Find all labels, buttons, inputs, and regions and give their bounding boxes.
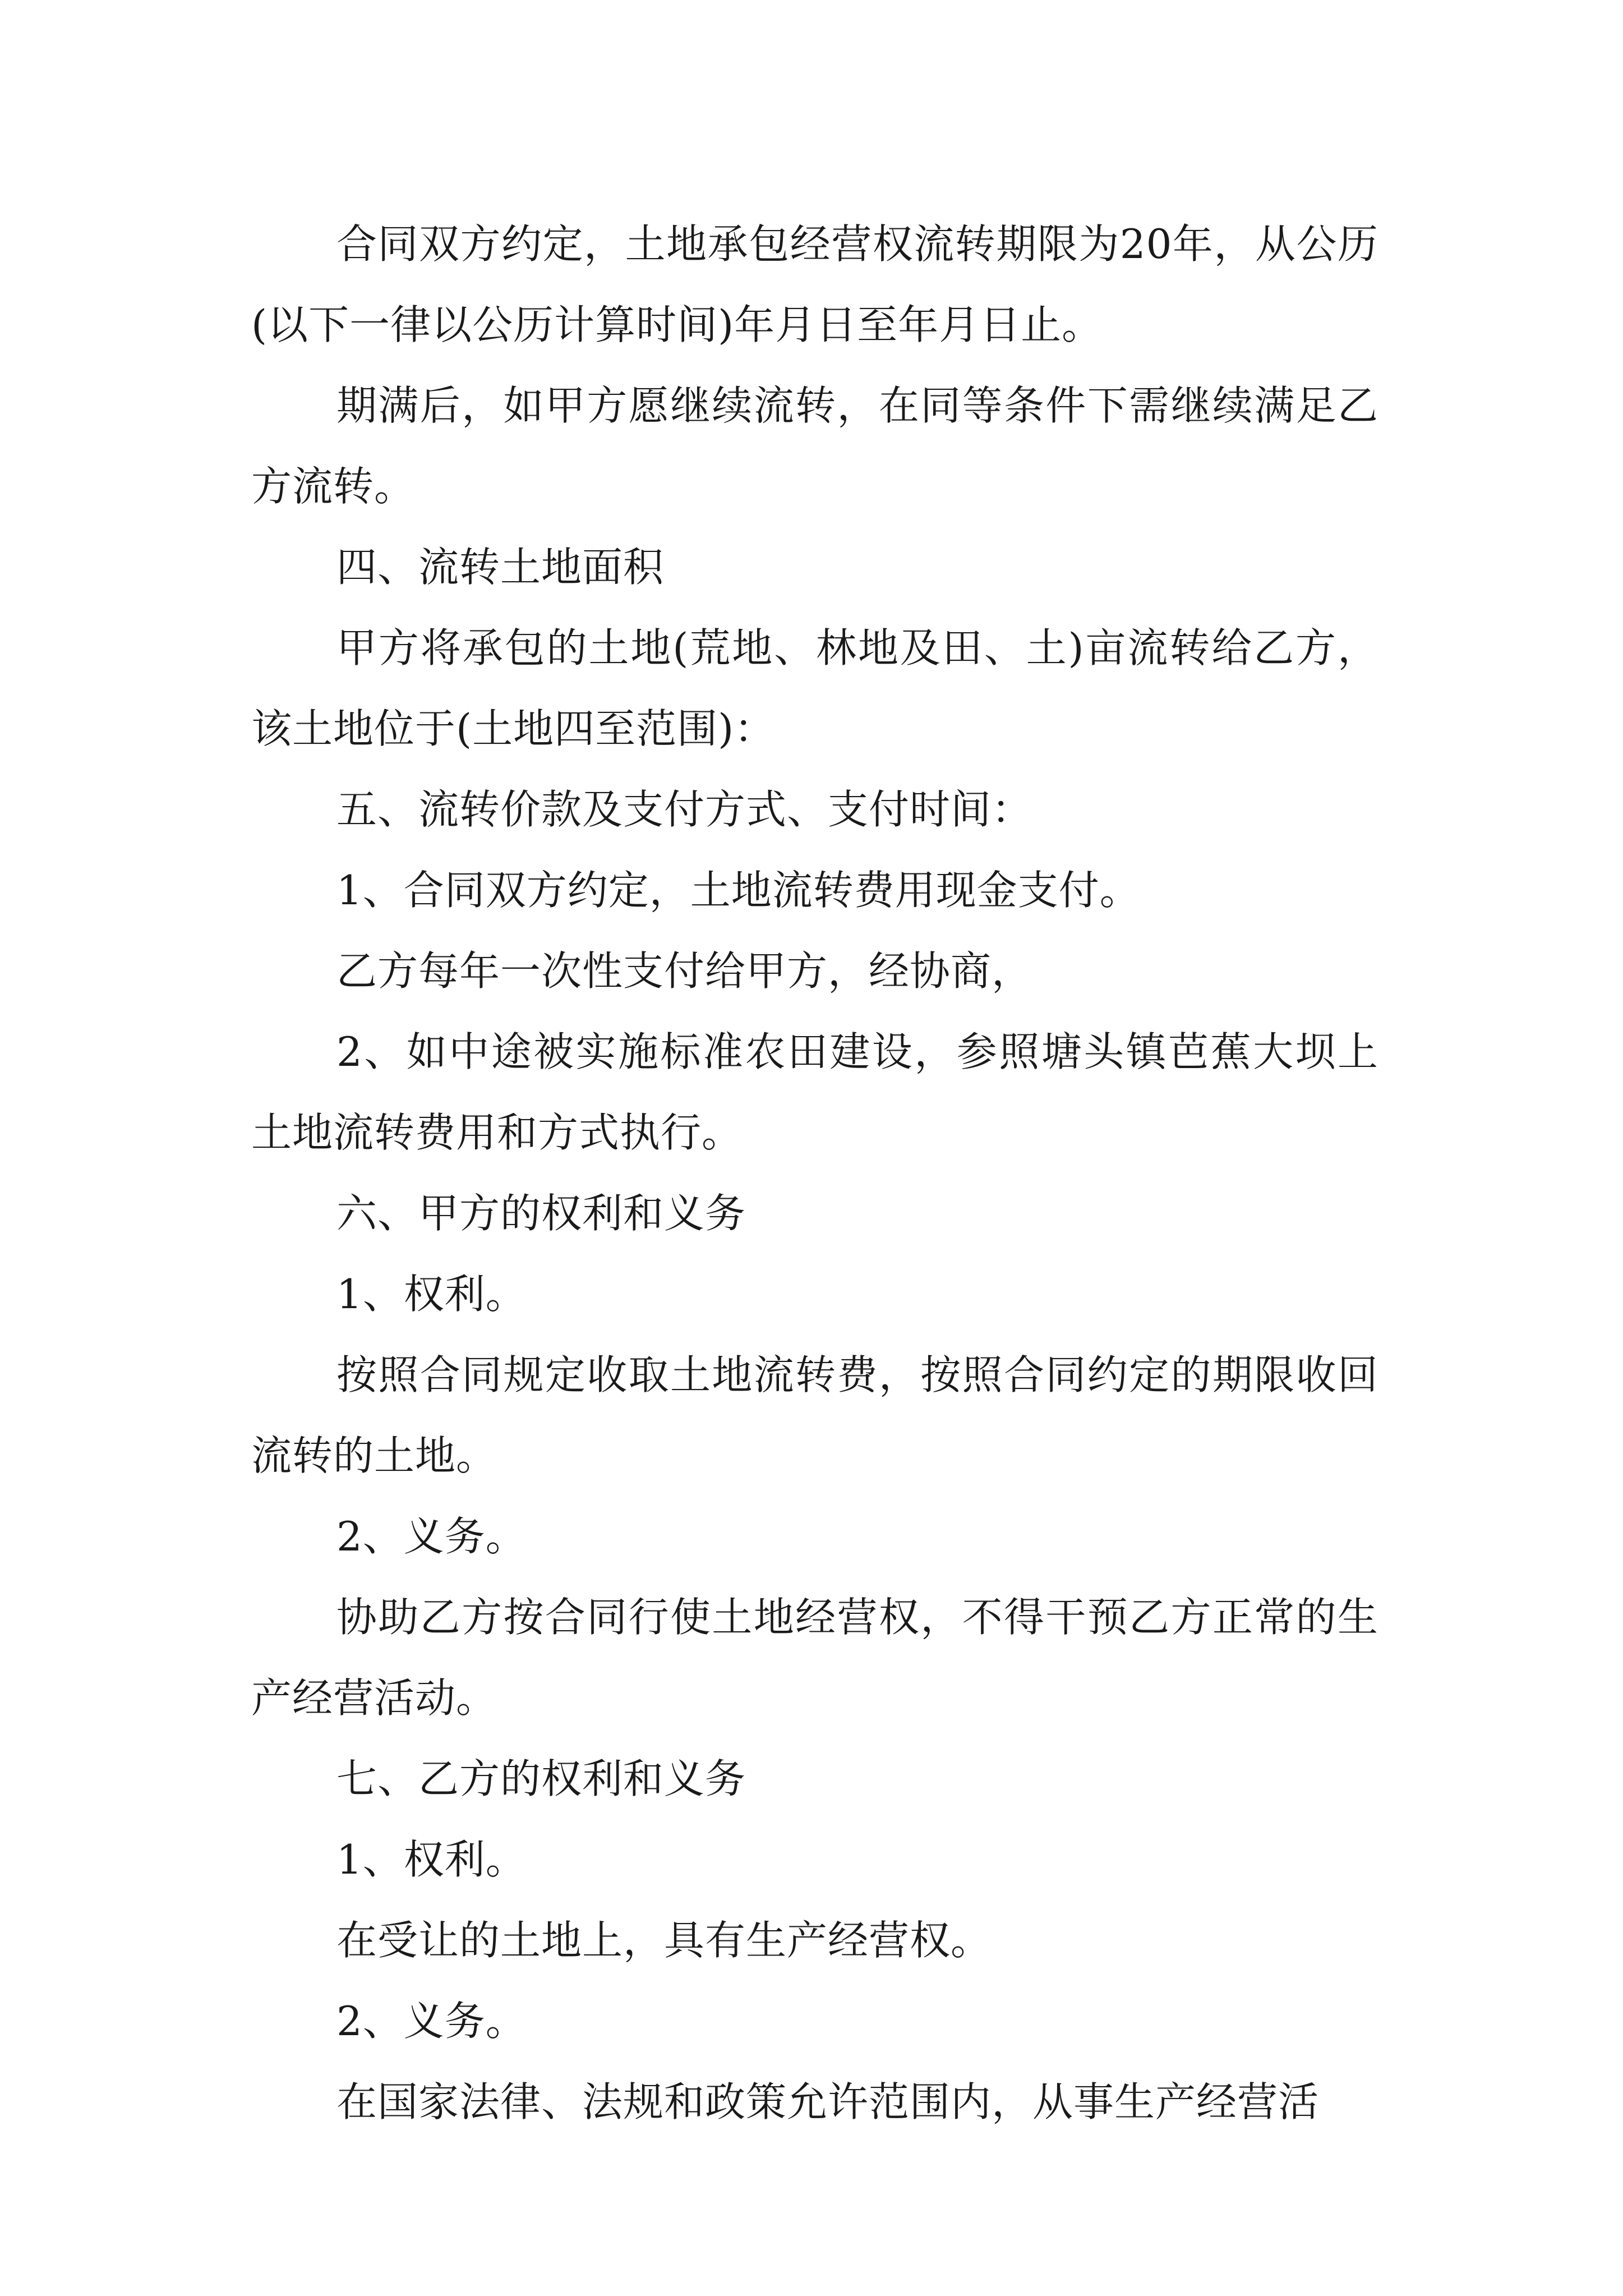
section-heading: 六、甲方的权利和义务: [336, 1190, 746, 1237]
paragraph: 期满后，如甲方愿继续流转，在同等条件下需继续满足乙方流转。: [251, 382, 1378, 510]
section-heading: 七、乙方的权利和义务: [336, 1755, 746, 1802]
paragraph: 按照合同规定收取土地流转费，按照合同约定的期限收回流转的土地。: [251, 1351, 1378, 1479]
paragraph: 协助乙方按合同行使土地经营权，不得干预乙方正常的生产经营活动。: [251, 1594, 1378, 1722]
document-body: [251, 204, 1378, 2142]
subheading: 1、权利。: [336, 1271, 527, 1318]
paragraph: 乙方每年一次性支付给甲方，经协商，: [336, 947, 1033, 995]
subheading: 1、权利。: [336, 1836, 527, 1883]
paragraph: 合同双方约定，土地承包经营权流转期限为20年，从公历(以下一律以公历计算时间)年月日至年月日止。: [251, 220, 1378, 348]
paragraph: 在受让的土地上，具有生产经营权。: [336, 1917, 992, 1964]
subheading: 2、义务。: [336, 1998, 527, 2045]
section-heading: 四、流转土地面积: [336, 544, 665, 591]
section-heading: 五、流转价款及支付方式、支付时间：: [336, 786, 1033, 833]
subheading: 2、义务。: [336, 1513, 527, 1560]
list-item: 1、合同双方约定，土地流转费用现金支付。: [336, 867, 1141, 914]
paragraph: 在国家法律、法规和政策允许范围内，从事生产经营活: [336, 2078, 1320, 2125]
list-item: 2、如中途被实施标准农田建设，参照塘头镇芭蕉大坝上土地流转费用和方式执行。: [251, 1028, 1378, 1156]
paragraph: 甲方将承包的土地(荒地、林地及田、土)亩流转给乙方，该土地位于(土地四至范围)：: [251, 624, 1378, 752]
